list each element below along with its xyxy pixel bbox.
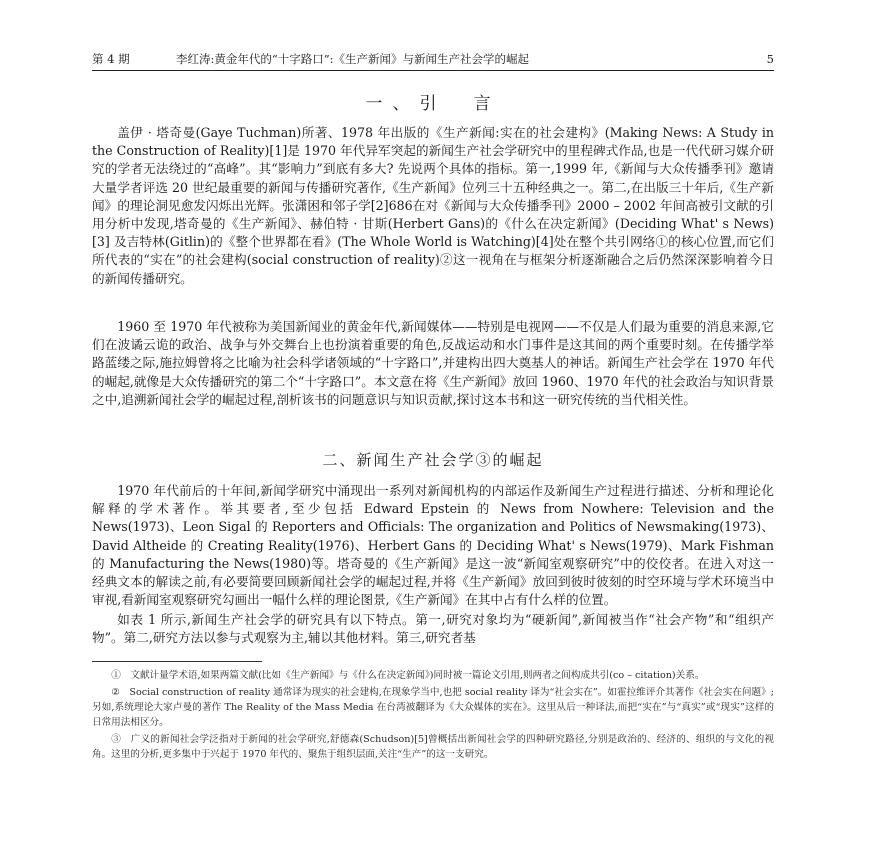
intro-paragraph-1 bbox=[92, 124, 774, 288]
footnote-rule bbox=[92, 661, 262, 662]
paragraph-text: 1970 年代前后的十年间,新闻学研究中涌现出一系列对新闻机构的内部运作及新闻生产过程进行描述、分析和理论化解释的学术著作。举其要者,至少包括 Edward Epstein 的 News from Nowhere: Television and the News(1973)、Leon Sigal 的 Reporters and Officials: The organization and Politics of Newsmaking(1973)、David Altheide 的 Creating Reality(1976)、Herbert Gans 的 Deciding What' s News(1979)、Mark Fishman 的 Manufacturing the News(1980)等。塔奇曼的《生产新闻》是这一波“新闻室观察研究”中的佼佼者。在进入对这一经典文本的解读之前,有必要简要回顾新闻社会学的崛起过程,并将《生产新闻》放回到彼时彼刻的时空环境与学术环境当中审视,看新闻室观察研究勾画出一幅什么样的理论图景,《生产新闻》在其中占有什么样的位置。 bbox=[92, 483, 774, 608]
footnote-1: ① 文献计量学术语,如果两篇文献(比如《生产新闻》与《什么在决定新闻》)同时被一篇论文引用,则两者之间构成共引(co – citation)关系。 bbox=[111, 670, 705, 681]
footnote-3: ③ 广义的新闻社会学泛指对于新闻的社会学研究,舒德森(Schudson)[5]曾概括出新闻社会学的四种研究路径,分别是政治的、经济的、组织的与文化的视角。这里的分析,更多集中于兴起于 1970 年代的、聚焦于组织层面,关注“生产”的这一支研究。 bbox=[92, 734, 774, 760]
page-number: 5 bbox=[766, 52, 774, 66]
running-title: 李红涛:黄金年代的“十字路口”:《生产新闻》与新闻生产社会学的崛起 bbox=[176, 52, 530, 66]
section-heading-rise: 二、新闻生产社会学③的崛起 bbox=[322, 451, 544, 469]
running-header bbox=[92, 50, 774, 68]
rise-paragraph-2 bbox=[92, 611, 774, 647]
intro-paragraph-2 bbox=[92, 318, 774, 409]
footnote-2: ② Social construction of reality 通常译为现实的社会建构,在现象学当中,也把 social reality 译为“社会实在”。如霍拉维评介其著作《社会实在问题》;另如,系统理论大家卢曼的著作 The Reality of the Mass Media 在台湾被翻译为《大众媒体的实在》。这里从后一种译法,而把“实在”与“真实”或“现实”这样的日常用法相区分。 bbox=[92, 687, 774, 728]
footnotes bbox=[92, 668, 774, 764]
paragraph-text: 1960 至 1970 年代被称为美国新闻业的黄金年代,新闻媒体——特别是电视网——不仅是人们最为重要的消息来源,它们在波谲云诡的政治、战争与外交舞台上也扮演着重要的角色,反战运动和水门事件是这其间的两个重要时刻。在传播学举路蓝缕之际,施拉姆曾将之比喻为社会科学诸领域的“十字路口”,并建构出四大奠基人的神话。新闻生产社会学在 1970 年代的崛起,就像是大众传播研究的第二个“十字路口”。本文意在将《生产新闻》放回 1960、1970 年代的社会政治与知识背景之中,追溯新闻社会学的崛起过程,剖析该书的问题意识与知识贡献,探讨这本书和这一研究传统的当代相关性。 bbox=[92, 319, 774, 407]
issue-number: 第 4 期 bbox=[92, 52, 130, 66]
paragraph-text: 如表 1 所示,新闻生产社会学的研究具有以下特点。第一,研究对象均为“硬新闻”,新闻被当作“社会产物”和“组织产物”。第二,研究方法以参与式观察为主,辅以其他材料。第三,研究者基 bbox=[92, 612, 774, 646]
paragraph-text: 盖伊 · 塔奇曼(Gaye Tuchman)所著、1978 年出版的《生产新闻:实在的社会建构》(Making News: A Study in the Construction of Reality)[1]是 1970 年代异军突起的新闻生产社会学研究中的里程碑式作品,也是一代代研习媒介研究的学者无法绕过的“高峰”。其“影响力”到底有多大? 先说两个具体的指标。第一,1999 年,《新闻与大众传播季刊》邀请大量学者评选 20 世纪最重要的新闻与传播研究著作,《生产新闻》位列三十五种经典之一。第二,在出版三十年后,《生产新闻》的理论洞见愈发闪烁出光辉。张潇困和邻子学[2]686在对《新闻与大众传播季刊》2000 – 2002 年间高被引文献的引用分析中发现,塔奇曼的《生产新闻》、赫伯特 · 甘斯(Herbert Gans)的《什么在决定新闻》(Deciding What' s News)[3] 及吉特林(Gitlin)的《整个世界都在看》(The Whole World is Watching)[4]处在整个共引网络①的核心位置,而它们所代表的“实在”的社会建构(social construction of reality)②这一视角在与框架分析逐渐融合之后仍然深深影响着今日的新闻传播研究。 bbox=[92, 125, 774, 286]
rise-paragraph-1 bbox=[92, 482, 774, 609]
section-heading-introduction: 一、引 言 bbox=[365, 94, 501, 114]
header-rule bbox=[92, 70, 774, 71]
